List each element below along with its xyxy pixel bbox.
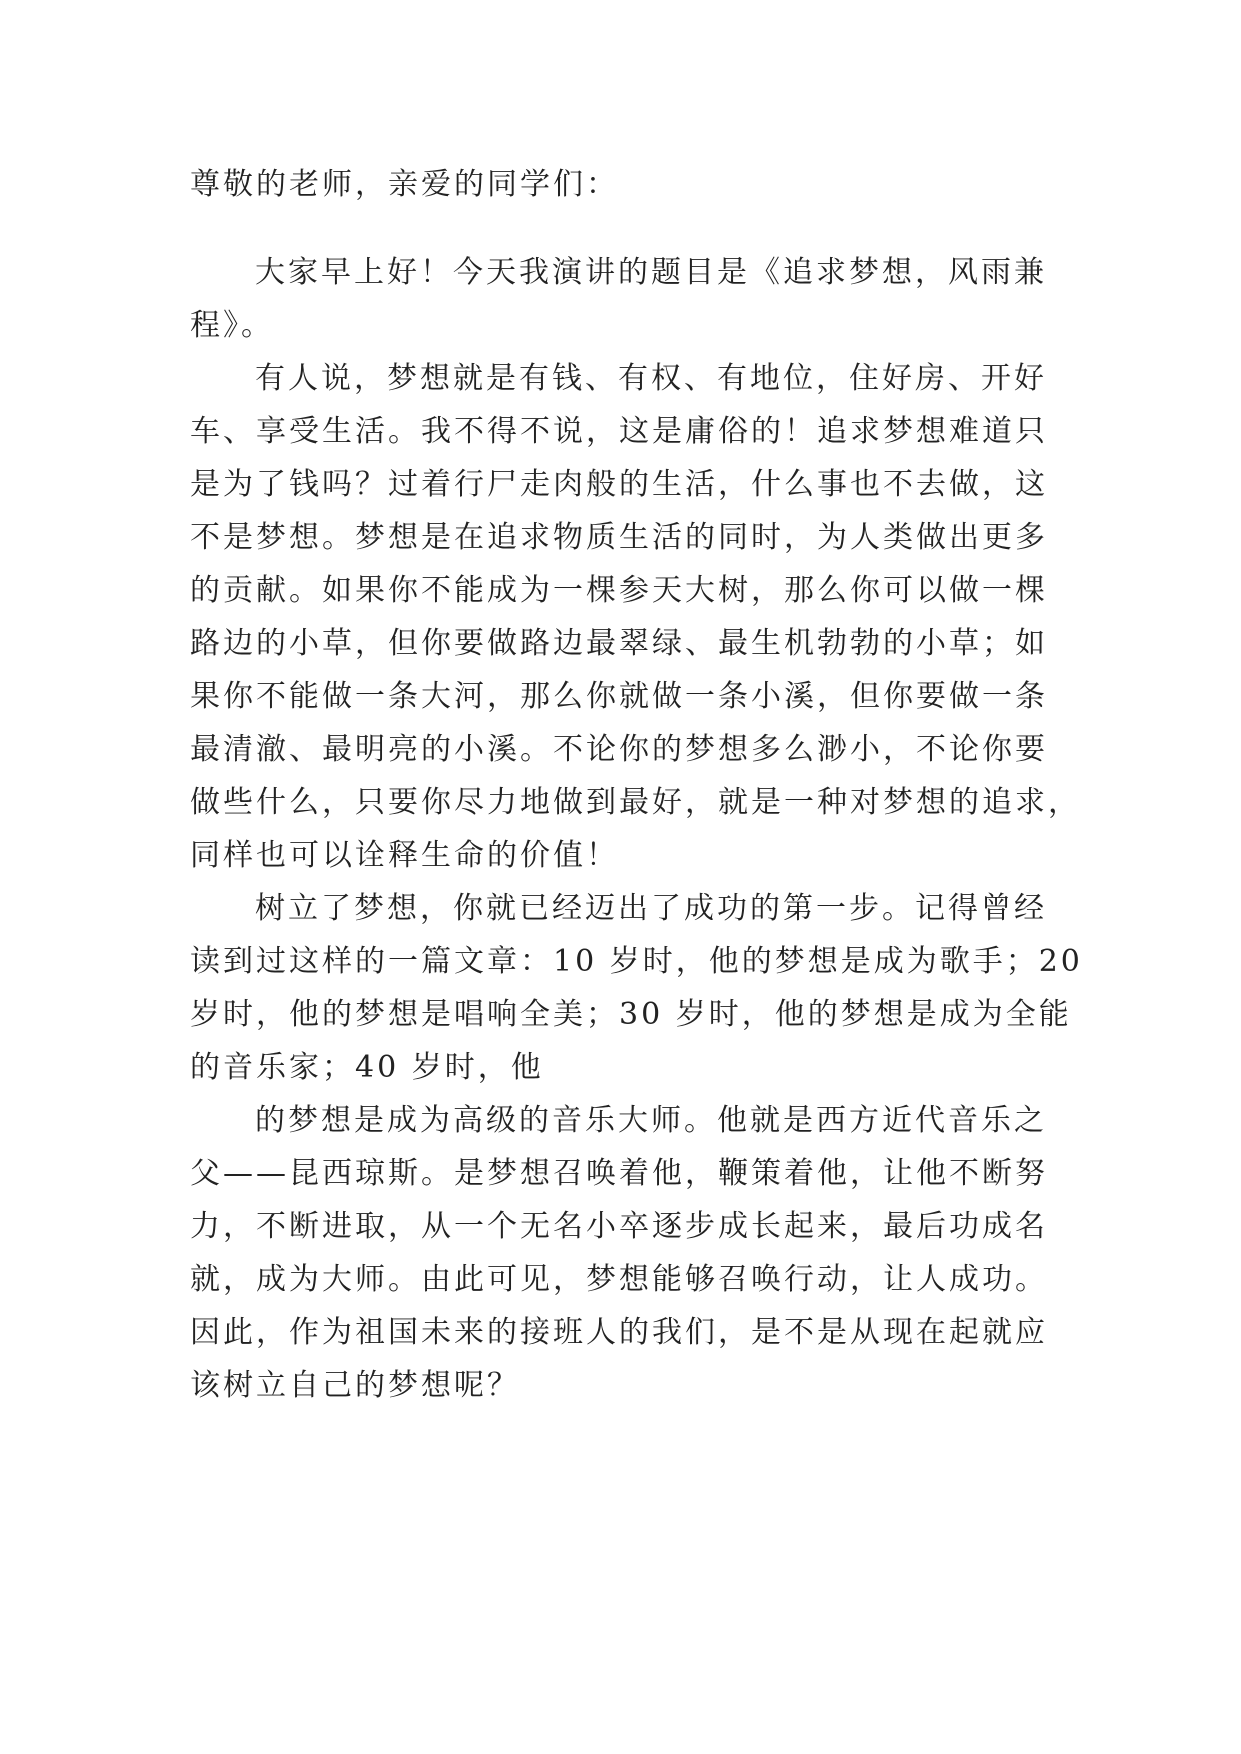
text-line: 读到过这样的一篇文章：10 岁时，他的梦想是成为歌手；20: [190, 944, 1083, 979]
text-line: 大家早上好！今天我演讲的题目是《追求梦想，风雨兼: [255, 255, 1047, 290]
text-line: 因此，作为祖国未来的接班人的我们，是不是从现在起就应: [190, 1315, 1048, 1350]
text-line: 路边的小草，但你要做路边最翠绿、最生机勃勃的小草；如: [190, 626, 1048, 661]
text-line: 果你不能做一条大河，那么你就做一条小溪，但你要做一条: [190, 679, 1048, 714]
salutation: 尊敬的老师，亲爱的同学们：: [190, 167, 619, 202]
text-line: 不是梦想。梦想是在追求物质生活的同时，为人类做出更多: [190, 520, 1048, 555]
text-line: 是为了钱吗？过着行尸走肉般的生活，什么事也不去做，这: [190, 467, 1048, 502]
text-line: 的音乐家；40 岁时，他: [190, 1050, 544, 1085]
text-line: 车、享受生活。我不得不说，这是庸俗的！追求梦想难道只: [190, 414, 1048, 449]
text-line: 树立了梦想，你就已经迈出了成功的第一步。记得曾经: [255, 891, 1047, 926]
text-line: 最清澈、最明亮的小溪。不论你的梦想多么渺小，不论你要: [190, 732, 1048, 767]
text-line: 就，成为大师。由此可见，梦想能够召唤行动，让人成功。: [190, 1262, 1048, 1297]
text-line: 的梦想是成为高级的音乐大师。他就是西方近代音乐之: [255, 1103, 1047, 1138]
text-line: 力，不断进取，从一个无名小卒逐步成长起来，最后功成名: [190, 1209, 1048, 1244]
text-line: 同样也可以诠释生命的价值！: [190, 838, 619, 873]
text-line: 的贡献。如果你不能成为一棵参天大树，那么你可以做一棵: [190, 573, 1048, 608]
text-line: 岁时，他的梦想是唱响全美；30 岁时，他的梦想是成为全能: [190, 997, 1072, 1032]
text-line: 程》。: [190, 308, 274, 343]
text-line: 做些什么，只要你尽力地做到最好，就是一种对梦想的追求，: [190, 785, 1081, 820]
text-line: 有人说，梦想就是有钱、有权、有地位，住好房、开好: [255, 361, 1047, 396]
text-line: 父——昆西琼斯。是梦想召唤着他，鞭策着他，让他不断努: [190, 1156, 1048, 1191]
text-line: 该树立自己的梦想呢？: [190, 1368, 520, 1403]
